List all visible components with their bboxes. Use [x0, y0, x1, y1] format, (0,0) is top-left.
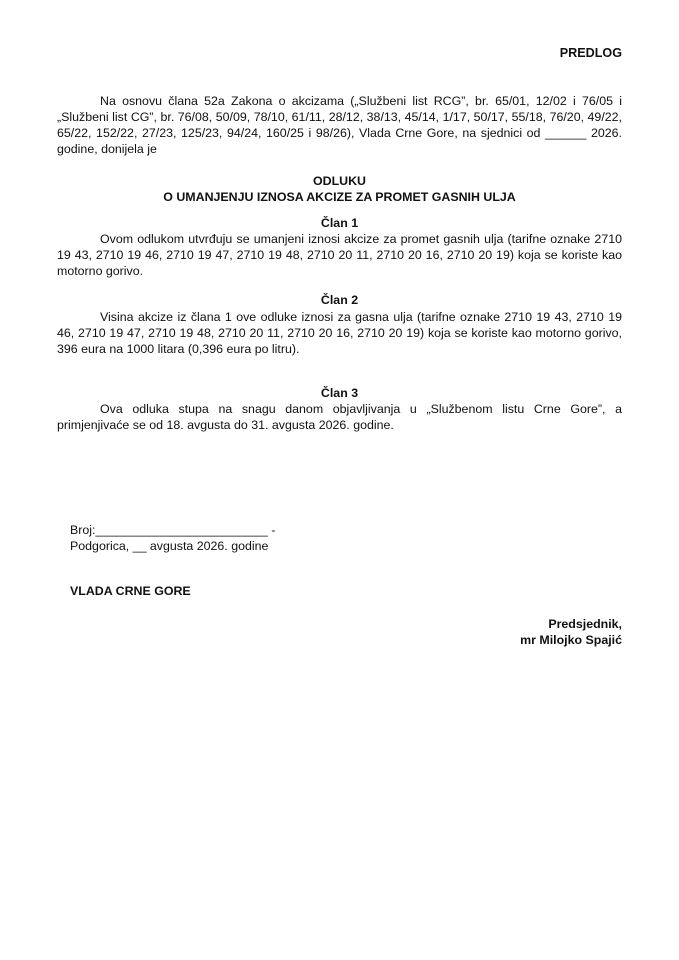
decision-subtitle: O UMANJENJU IZNOSA AKCIZE ZA PROMET GASNIH ULJA: [163, 190, 516, 204]
article-3-text: Ova odluka stupa na snagu danom objavljivanja u „Službenom listu Crne Gore”, a primjenjivaće se od 18. avgusta do 31. avgusta 2026. godine.: [57, 402, 622, 432]
article-2-body: [57, 309, 622, 357]
article-2-text: Visina akcize iz člana 1 ove odluke iznosi za gasna ulja (tarifne oznake 2710 19 43, 2710 19 46, 2710 19 47, 2710 19 48, 2710 20 11, 2710 20 16, 2710 20 19) koja se koriste kao motorno gorivo, 396 eura na 1000 litara (0,396 eura po litru).: [57, 310, 622, 356]
signature-block: [520, 616, 622, 648]
draft-label: PREDLOG: [559, 46, 622, 60]
article-1-text: Ovom odlukom utvrđuju se umanjeni iznosi akcize za promet gasnih ulja (tarifne oznake 2710 19 43, 2710 19 46, 2710 19 47, 2710 19 48, 2710 20 11, 2710 20 16, 2710 20 19) koja se koriste kao motorno gorivo.: [57, 232, 622, 278]
article-3-body: [57, 401, 622, 433]
signatory-title: Predsjednik,: [548, 617, 622, 631]
preamble-paragraph: [57, 93, 622, 157]
article-2-heading: Član 2: [320, 293, 359, 307]
decision-title: ODLUKU: [313, 174, 366, 188]
article-3-heading: Član 3: [320, 386, 359, 400]
article-1-body: [57, 231, 622, 279]
article-1-heading: Član 1: [320, 216, 359, 230]
preamble-text: Na osnovu člana 52a Zakona o akcizama („Službeni list RCG”, br. 65/01, 12/02 i 76/05 i „Službeni list CG”, br. 76/08, 50/09, 78/10, 61/11, 28/12, 38/13, 45/14, 1/17, 50/17, 55/18, 76/20, 49/22, 65/22, 152/22, 27/23, 125/23, 94/24, 160/25 i 98/26), Vlada Crne Gore, na sjednici od ______ 2026. godine, donijela je: [57, 94, 622, 156]
government-name: VLADA CRNE GORE: [70, 584, 191, 598]
signatory-name: mr Milojko Spajić: [520, 633, 622, 647]
place-and-date: Podgorica, __ avgusta 2026. godine: [70, 539, 269, 553]
reference-number: Broj:_________________________ -: [70, 523, 276, 537]
